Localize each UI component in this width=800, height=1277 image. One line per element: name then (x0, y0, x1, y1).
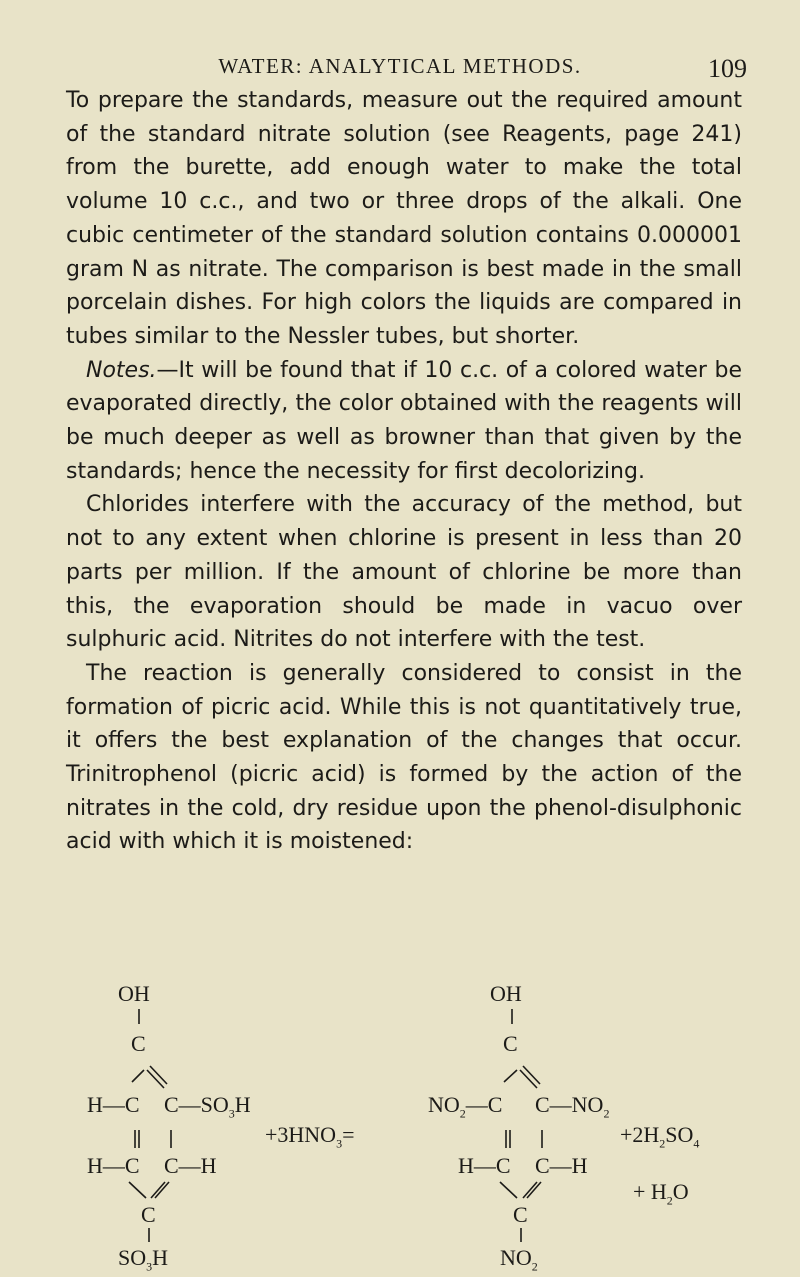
paragraph-chlorides: Chlorides interfere with the accuracy of the method, but not to any extent when chlorine is present in less than 20 parts per million. If the amount of chlorine be more than this, the evaporation should be made in vacuo over sulphuric acid. Nitrites do not interfere with the test. (66, 492, 742, 653)
left-row1-left: H—C (87, 1092, 140, 1117)
right-nitro-group: $NO_2$ (500, 1245, 538, 1274)
right-top-carbon: C (503, 1031, 518, 1056)
paragraph-standards: To prepare the standards, measure out the required amount of the standard nitrate solution (see Reagents, page 241) from the burette, add enough water to make the total volume 10 c.c., and two or three drops of the alkali. One cubic centimeter of the standard solution contains 0.000001 gram N as nitrate. The comparison is best made in the small porcelain dishes. For high colors the liquids are compared in tubes similar to the Nessler tubes, but shorter. (66, 88, 742, 349)
left-top-carbon: C (131, 1031, 146, 1056)
running-head: WATER: ANALYTICAL METHODS. (218, 54, 582, 78)
notes-label: Notes. (86, 357, 157, 383)
right-row1-right: $C—NO_2$ (535, 1092, 610, 1121)
left-row1-right: $C—SO_3H$ (164, 1092, 251, 1121)
notes-text: —It will be found that if 10 c.c. of a colored water be evaporated directly, the color obtained with the reagents will be much deeper as well as browner than that given by the standards; hence the necessity for first decolorizing. (66, 357, 742, 484)
product-water: + $H_2O$ (633, 1179, 689, 1208)
right-bottom-carbon: C (513, 1202, 528, 1227)
right-row1-left: $NO_2—C$ (428, 1092, 503, 1121)
right-row2-right: C—H (535, 1153, 588, 1178)
paragraph-reaction: The reaction is generally considered to consist in the formation of picric acid. While this is not quantitatively true, it offers the best explanation of the changes that occur. Trinitrophenol (picric acid) is formed by the action of the nitrates in the cold, dry residue upon the phenol-disulphonic acid with which it is moistened: (66, 660, 742, 855)
left-sulfonic-group: $SO_3H$ (118, 1245, 169, 1274)
left-row2-right: C—H (164, 1153, 217, 1178)
right-row2-left: H—C (458, 1153, 511, 1178)
left-hydroxyl: OH (118, 981, 150, 1006)
product-sulphuric-acid: $+2H_2SO_4$ (620, 1122, 700, 1151)
right-hydroxyl: OH (490, 981, 522, 1006)
left-row2-left: H—C (87, 1153, 140, 1178)
reagent-nitric-acid: $+3HNO_3=$ (265, 1122, 355, 1151)
page-number: 109 (708, 54, 747, 83)
left-bottom-carbon: C (141, 1202, 156, 1227)
